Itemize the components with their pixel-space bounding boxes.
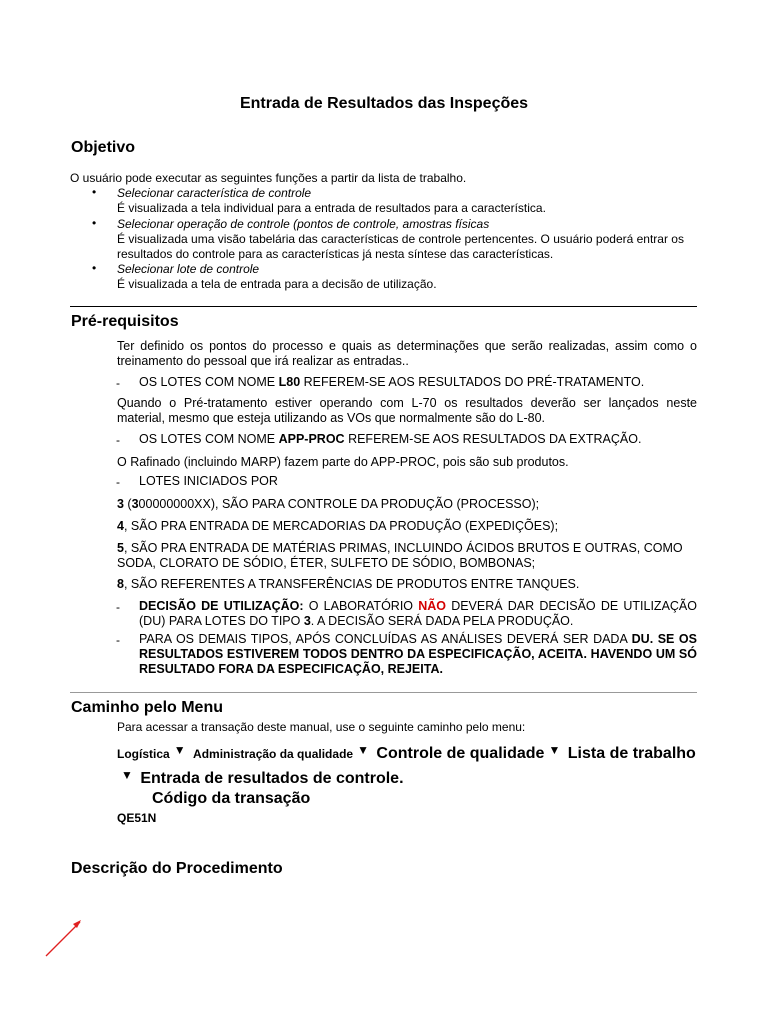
objetivo-item-1-desc: É visualizada a tela individual para a entrada de resultados para a característica.	[117, 201, 546, 215]
menu-path-logistica: Logística	[117, 747, 170, 761]
lote-5-line: 5, SÃO PRA ENTRADA DE MATÉRIAS PRIMAS, INCLUINDO ÁCIDOS BRUTOS E OUTRAS, COMO SODA, CLORATO DE SÓDIO, ÉTER, SULFETO DE SÓDIO, BOMBONAS;	[117, 541, 683, 570]
prereq-intro: Ter definido os pontos do processo e quais as determinações que serão realizadas, assim como o treinamento do pessoal que irá realizar as entradas..	[117, 339, 697, 368]
lote-4-line: 4, SÃO PRA ENTRADA DE MERCADORIAS DA PRODUÇÃO (EXPEDIÇÕES);	[117, 519, 559, 533]
bullet-icon: •	[92, 185, 97, 199]
lotes-iniciados-line: LOTES INICIADOS POR	[139, 474, 278, 488]
menu-arrow-icon: ▼	[121, 768, 133, 782]
transaction-code: QE51N	[117, 811, 157, 825]
bullet-icon: •	[92, 261, 97, 275]
objetivo-item-3-desc: É visualizada a tela de entrada para a decisão de utilização.	[117, 277, 437, 291]
descricao-heading: Descrição do Procedimento	[71, 860, 283, 877]
demais-tipos-line: PARA OS DEMAIS TIPOS, APÓS CONCLUÍDAS AS ANÁLISES DEVERÁ SER DADA DU. SE OS RESULTADOS ESTIVEREM TODOS DENTRO DA ESPECIFICAÇÃO, ACEITA. HAVENDO UM SÓ RESULTADO FORA DA ESPECIFICAÇÃO, REJEITA.	[139, 632, 697, 676]
dash-marker: -	[116, 376, 120, 390]
objetivo-intro: O usuário pode executar as seguintes funções a partir da lista de trabalho.	[70, 171, 467, 185]
rafinado-line: O Rafinado (incluindo MARP) fazem parte do APP-PROC, pois são sub produtos.	[117, 455, 569, 469]
menu-path-administracao: Administração da qualidade	[193, 747, 354, 761]
menu-path-lista: Lista de trabalho	[567, 745, 696, 762]
document-title: Entrada de Resultados das Inspeções	[239, 95, 529, 112]
objetivo-heading: Objetivo	[71, 139, 136, 156]
lote-8-line: 8, SÃO REFERENTES A TRANSFERÊNCIAS DE PRODUTOS ENTRE TANQUES.	[117, 577, 580, 591]
prereq-heading: Pré-requisitos	[71, 313, 179, 330]
caminho-heading: Caminho pelo Menu	[71, 699, 223, 716]
objetivo-item-3-title: Selecionar lote de controle	[117, 262, 260, 276]
dash-marker: -	[116, 600, 120, 614]
caminho-intro: Para acessar a transação deste manual, use o seguinte caminho pelo menu:	[117, 720, 526, 734]
menu-path: Logística ▼ Administração da qualidade ▼ Controle de qualidade ▼ Lista de trabalho▼ Entrada de resultados de controle.	[117, 740, 707, 789]
menu-arrow-icon: ▼	[548, 743, 561, 757]
objetivo-item-2-title: Selecionar operação de controle (pontos de controle, amostras físicas	[117, 217, 490, 231]
lote-3-line: 3 (300000000XX), SÃO PARA CONTROLE DA PRODUÇÃO (PROCESSO);	[117, 497, 540, 511]
red-arrow-icon	[40, 914, 90, 964]
bullet-icon: •	[92, 216, 97, 230]
dash-marker: -	[116, 633, 120, 647]
menu-arrow-icon: ▼	[173, 743, 186, 757]
section-divider	[70, 306, 697, 307]
dash-marker: -	[116, 475, 120, 489]
decisao-utilizacao-line: DECISÃO DE UTILIZAÇÃO: O LABORATÓRIO NÃO DEVERÁ DAR DECISÃO DE UTILIZAÇÃO (DU) PARA LOTES DO TIPO 3. A DECISÃO SERÁ DADA PELA PRODUÇÃO.	[139, 599, 697, 628]
menu-arrow-icon: ▼	[357, 743, 369, 757]
objetivo-item-2-desc: É visualizada uma visão tabelária das características de controle pertencentes. O usuário poderá entrar os resultados do controle para as características já nesta síntese das características.	[117, 232, 684, 261]
menu-path-entrada: Entrada de resultados de controle	[140, 770, 400, 787]
objetivo-item-1-title: Selecionar característica de controle	[117, 186, 312, 200]
l70-paragraph: Quando o Pré-tratamento estiver operando com L-70 os resultados deverão ser lançados neste material, mesmo que esteja utilizando as VOs que normalmente são do L-80.	[117, 396, 697, 425]
dash-marker: -	[116, 433, 120, 447]
menu-path-controle: Controle de qualidade	[376, 745, 545, 762]
app-proc-line: OS LOTES COM NOME APP-PROC REFEREM-SE AOS RESULTADOS DA EXTRAÇÃO.	[139, 432, 642, 446]
section-divider	[70, 692, 697, 693]
codigo-label: Código da transação	[152, 790, 311, 807]
l80-line: OS LOTES COM NOME L80 REFEREM-SE AOS RESULTADOS DO PRÉ-TRATAMENTO.	[139, 375, 645, 389]
